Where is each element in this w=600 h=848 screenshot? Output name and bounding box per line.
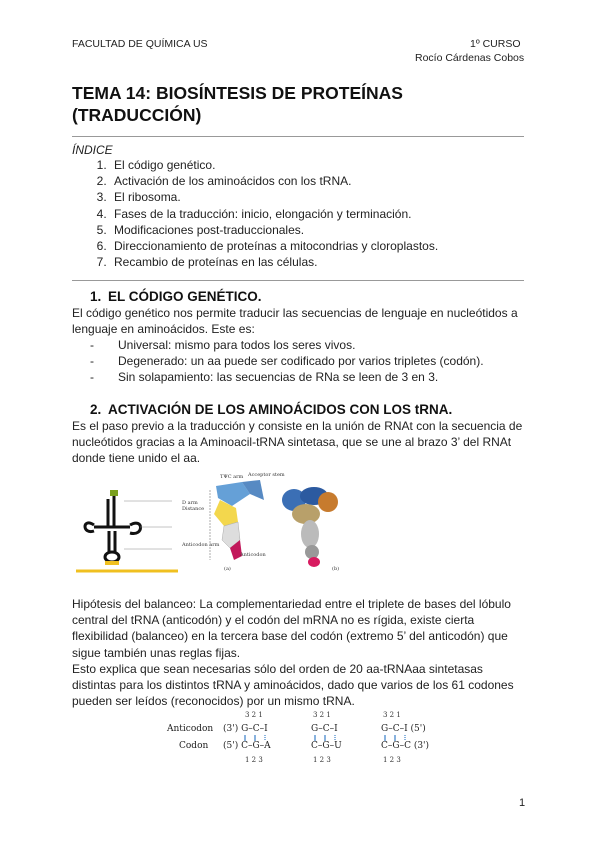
position-numbers-bottom: 1 2 3 — [383, 756, 401, 764]
label-anticodon-arm: Anticodon arm — [182, 542, 220, 548]
codon-sequence: C–G–C (3') — [381, 741, 430, 751]
index-list — [72, 157, 438, 270]
position-numbers-top: 3 2 1 — [245, 711, 263, 719]
codon-sequence: (5') C–G–A — [223, 741, 271, 751]
divider-bottom — [72, 280, 524, 281]
index-item: 4. Fases de la traducción: inicio, elongación y terminación. — [110, 206, 438, 222]
section-1-intro — [72, 305, 532, 337]
title-line-2: (TRADUCCIÓN) — [72, 105, 202, 125]
position-numbers-top: 3 2 1 — [313, 711, 331, 719]
trna-cloverleaf-figure — [74, 487, 178, 577]
wobble-group-2 — [311, 711, 342, 764]
index-item: 6. Direccionamiento de proteínas a mitocondrias y cloroplastos. — [110, 238, 438, 254]
bullet-item: - Universal: mismo para todos los seres vivos. — [90, 337, 484, 353]
anticodon-marker — [105, 561, 119, 565]
section-2-title: ACTIVACIÓN DE LOS AMINOÁCIDOS CON LOS tRNA. — [108, 402, 453, 417]
title-line-1: TEMA 14: BIOSÍNTESIS DE PROTEÍNAS — [72, 83, 403, 103]
codon-row-label: Codon — [179, 741, 209, 751]
text-line: flexibilidad (balanceo) en la tercera base del codón (extremo 5’ del anticodón) que — [72, 629, 508, 644]
label-anticodon: Anticodon — [240, 552, 266, 558]
anticodon-row-label: Anticodon — [167, 724, 214, 734]
trna-space-filling-figure — [280, 486, 342, 572]
label-tpsic-arm: TΨC arm — [220, 474, 244, 480]
index-label: ÍNDICE — [72, 143, 113, 157]
page-number: 1 — [519, 797, 526, 809]
text-line: Esto explica que sean necesarias sólo del orden de 20 aa-tRNAaa sintetasas — [72, 661, 483, 676]
label-distance: Distance — [182, 506, 205, 512]
divider-top — [72, 136, 524, 137]
position-numbers-bottom: 1 2 3 — [245, 756, 263, 764]
text-line: distintas para los distintos tRNA y aminoácidos, dado que varios de los 61 codones — [72, 678, 514, 693]
page-title — [72, 82, 532, 126]
text-line: sigue también unas reglas fijas. — [72, 645, 241, 660]
text-line: Es el paso previo a la traducción y consiste en la unión de RNAt con la secuencia de — [72, 419, 523, 433]
text-line: Hipótesis del balanceo: La complementariedad entre el triplete de bases del lóbulo — [72, 597, 511, 611]
trna-3d-structure-figure — [180, 470, 285, 574]
text-line: lenguaje en aminoácidos. Este es: — [72, 322, 255, 337]
text-line: El código genético nos permite traducir las secuencias de lenguaje en nucleótidos a — [72, 306, 518, 320]
wobble-group-1 — [223, 711, 271, 764]
anticodon-sequence: (3') G–C–I — [223, 724, 268, 734]
section-1-number: 1. — [90, 289, 102, 304]
index-item: 3. El ribosoma. — [110, 189, 438, 205]
header-author: Rocío Cárdenas Cobos — [415, 52, 525, 64]
label-acceptor-stem: Acceptor stem — [248, 472, 285, 478]
anticodon-sequence: G–C–I (5') — [381, 724, 426, 734]
bullet-item: - Degenerado: un aa puede ser codificado por varios tripletes (codón). — [90, 353, 484, 369]
section-1-bullets — [90, 337, 484, 386]
label-sub-a: (a) — [224, 566, 231, 572]
section-2-paragraph-2 — [72, 596, 532, 709]
amino-acid-marker — [110, 490, 118, 496]
index-item: 2. Activación de los aminoácidos con los tRNA. — [110, 173, 438, 189]
section-2-heading — [90, 402, 452, 417]
position-numbers-bottom: 1 2 3 — [313, 756, 331, 764]
index-item: 1. El código genético. — [110, 157, 438, 173]
index-item: 5. Modificaciones post-traduccionales. — [110, 222, 438, 238]
bullet-item: - Sin solapamiento: las secuencias de RNa se leen de 3 en 3. — [90, 369, 484, 385]
wobble-pairing-figure — [165, 708, 445, 770]
section-1-heading — [90, 289, 262, 304]
position-numbers-top: 3 2 1 — [383, 711, 401, 719]
label-d-arm: D arm — [182, 500, 198, 506]
label-sub-b: (b) — [332, 566, 340, 572]
text-line: central del tRNA (anticodón) y el codón del mRNA no es rígida, existe cierta — [72, 613, 475, 628]
text-line: donde tiene unido el aa. — [72, 451, 201, 466]
section-2-paragraph-1 — [72, 418, 532, 467]
codon-sequence: C–G–U — [311, 741, 342, 751]
text-line: pueden ser leídos (reconocidos) por un mismo tRNA. — [72, 694, 355, 709]
header-course: 1º CURSO — [470, 38, 521, 50]
text-line: nucleótidos gracias a la Aminoacil-tRNA sintetasa, que se une al brazo 3’ del RNAt — [72, 435, 512, 450]
anticodon-sequence: G–C–I — [311, 724, 338, 734]
index-item: 7. Recambio de proteínas en las células. — [110, 254, 438, 270]
wobble-group-3 — [381, 711, 429, 764]
section-1-title: EL CÓDIGO GENÉTICO. — [108, 289, 262, 304]
section-2-number: 2. — [90, 402, 102, 417]
header-faculty: FACULTAD DE QUÍMICA US — [72, 38, 208, 50]
